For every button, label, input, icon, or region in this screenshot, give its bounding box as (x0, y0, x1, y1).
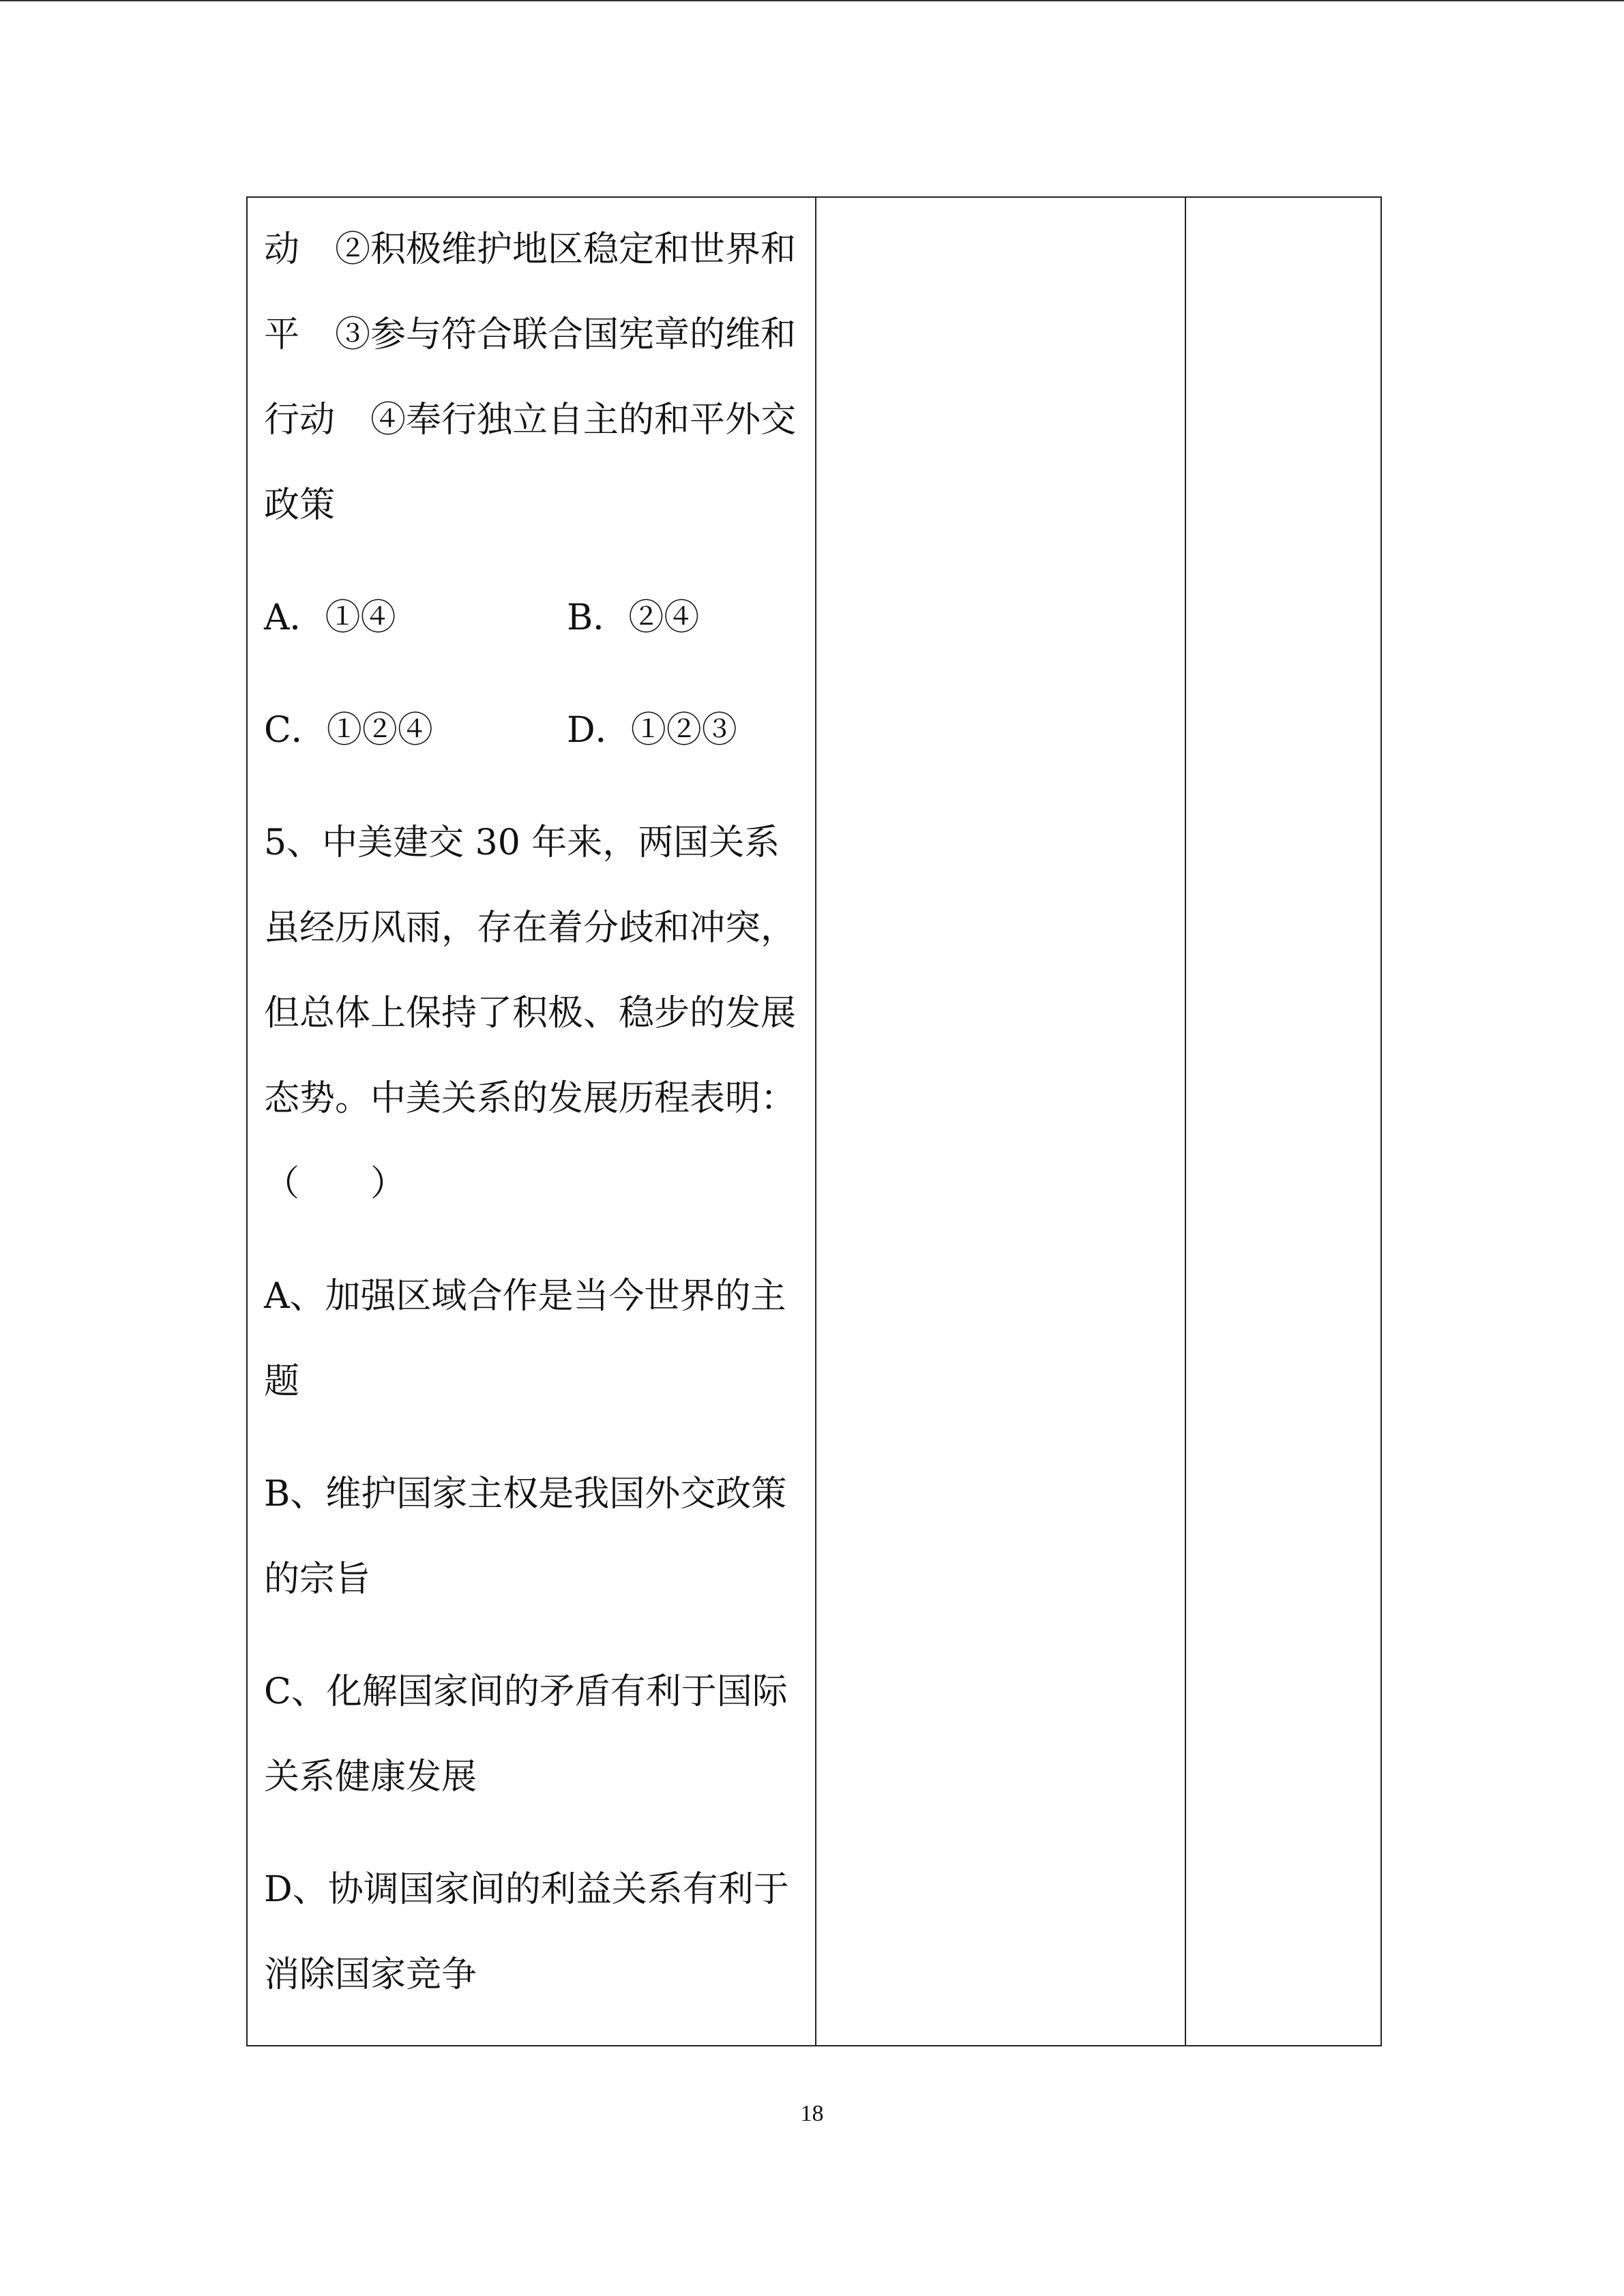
question5-option-a: A、加强区域合作是当今世界的主题 (264, 1276, 786, 1402)
exercise-content (248, 198, 815, 2018)
exercise-cell (247, 197, 816, 2046)
table-row (247, 197, 1381, 2046)
remarks-cell (1185, 197, 1381, 2046)
lesson-table (246, 196, 1382, 2046)
question4-option-c: C．①②④ (264, 710, 433, 751)
question4-options-row-2 (264, 688, 803, 773)
page-number: 18 (800, 2101, 824, 2126)
question5-stem: 5、中美建交 30 年来，两国关系虽经历风雨，存在着分歧和冲突，但总体上保持了积极、稳步的发展态势。中美关系的发展历程表明：（ ） (264, 822, 797, 1204)
question4-options-row-1 (264, 576, 803, 661)
top-border-line (0, 0, 1624, 1)
question4-option-b: B．②④ (567, 597, 700, 638)
question5-option-d: D、协调国家间的利益关系有利于消除国家竞争 (264, 1869, 789, 1995)
question5-option-b: B、维护国家主权是我国外交政策的宗旨 (264, 1474, 787, 1600)
question5-option-c: C、化解国家间的矛盾有利于国际关系健康发展 (264, 1671, 788, 1798)
question4-option-d: D．①②③ (567, 710, 737, 751)
question4-stem-continuation: 动 ②积极维护地区稳定和世界和平 ③参与符合联合国宪章的维和行动 ④奉行独立自主的和平外交政策 (264, 229, 797, 526)
notes-cell (816, 197, 1185, 2046)
question4-option-a: A．①④ (264, 597, 396, 638)
